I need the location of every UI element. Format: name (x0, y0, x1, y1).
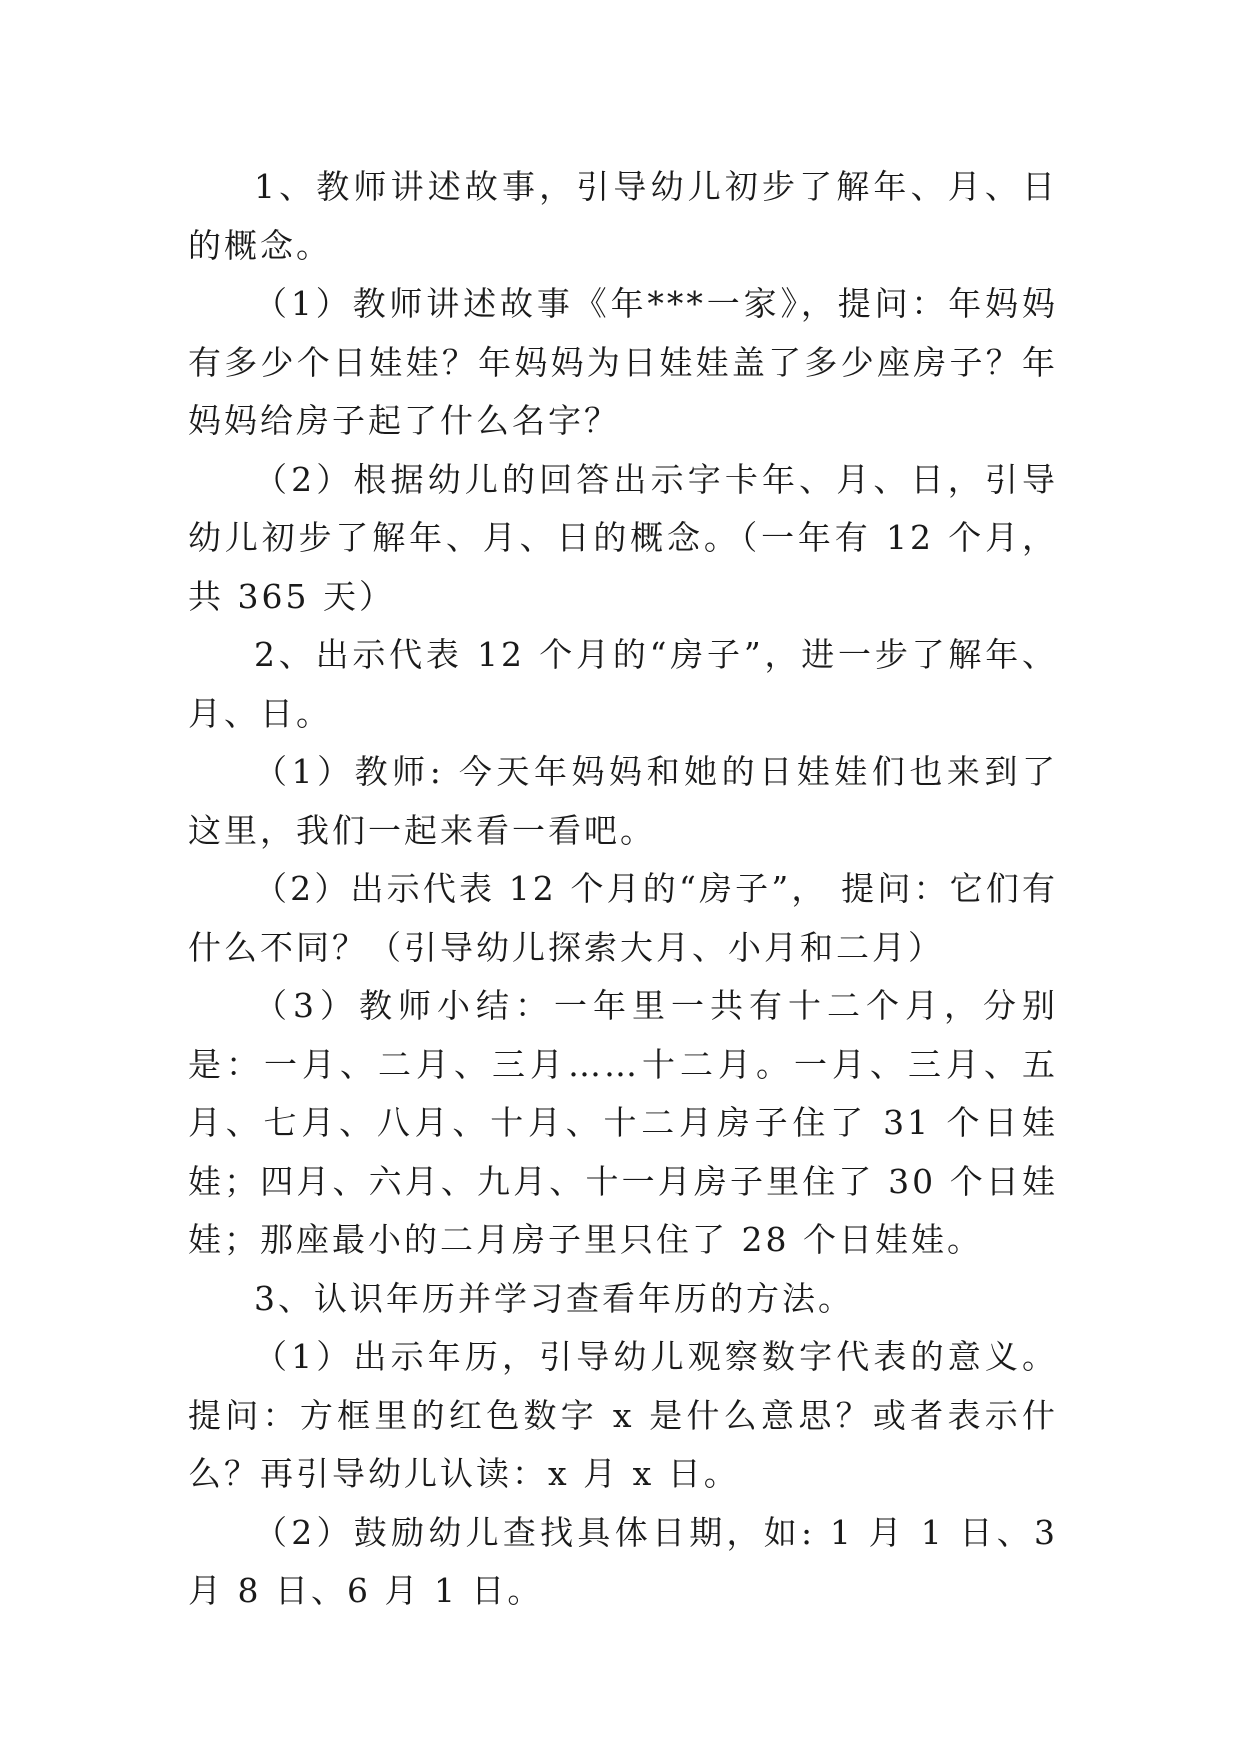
paragraph-step-3-1: （1）出示年历，引导幼儿观察数字代表的意义。提问：方框里的红色数字 x 是什么意思？或者表示什么？再引导幼儿认读：x 月 x 日。 (188, 1337, 1058, 1493)
paragraph-step-2-2: （2）出示代表 12 个月的“房子”， 提问：它们有什么不同？（引导幼儿探索大月、小月和二月） (188, 869, 1058, 967)
paragraph-step-1-1: （1）教师讲述故事《年***一家》，提问：年妈妈有多少个日娃娃？年妈妈为日娃娃盖了多少座房子？年妈妈给房子起了什么名字？ (188, 284, 1058, 440)
paragraph-step-3-2: （2）鼓励幼儿查找具体日期，如: 1 月 1 日、3 月 8 日、6 月 1 日。 (188, 1512, 1058, 1610)
paragraph-step-2: 2、出示代表 12 个月的“房子”，进一步了解年、月、日。 (188, 635, 1058, 733)
paragraph-step-2-1: （1）教师: 今天年妈妈和她的日娃娃们也来到了这里，我们一起来看一看吧。 (188, 752, 1058, 850)
paragraph-step-3: 3、认识年历并学习查看年历的方法。 (254, 1278, 854, 1318)
paragraph-step-1: 1、教师讲述故事，引导幼儿初步了解年、月、日的概念。 (188, 167, 1058, 265)
document-page (188, 158, 1058, 1621)
paragraph-step-2-3: （3）教师小结：一年里一共有十二个月，分别是：一月、二月、三月……十二月。一月、三月、五月、七月、八月、十月、十二月房子住了 31 个日娃娃；四月、六月、九月、十一月房子里住了 30 个日娃娃；那座最小的二月房子里只住了 28 个日娃娃。 (188, 986, 1058, 1259)
paragraph-step-1-2: （2）根据幼儿的回答出示字卡年、月、日，引导幼儿初步了解年、月、日的概念。（一年有 12 个月，共 365 天） (188, 459, 1058, 616)
